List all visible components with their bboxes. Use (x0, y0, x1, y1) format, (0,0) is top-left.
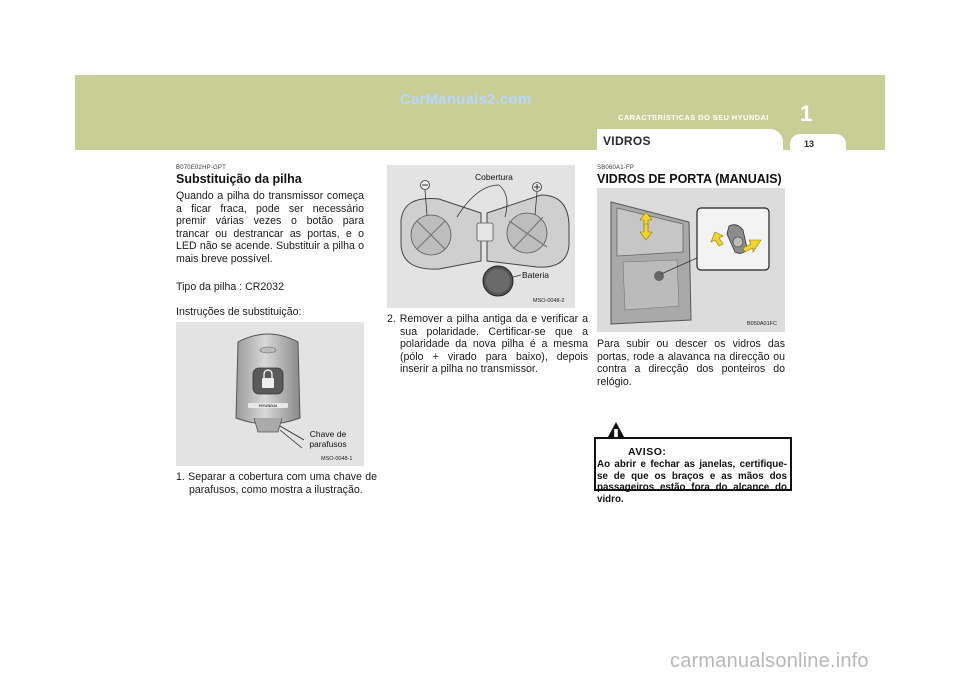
window-paragraph: Para subir ou descer os vidros das portas, rode a alavanca na direcção ou contra a direcção dos ponteiros do relógio. (597, 338, 785, 388)
screwdriver-callout: Chave de parafusos (309, 429, 347, 449)
figure-code: MSO-0048-1 (321, 456, 353, 462)
section-heading: Substituição da pilha (176, 172, 302, 186)
chapter-title: CARACTERÍSTICAS DO SEU HYUNDAI (618, 113, 769, 122)
warning-title: AVISO: (628, 446, 667, 458)
section-heading: VIDROS DE PORTA (MANUAIS) (597, 172, 782, 186)
battery-callout: Bateria (522, 270, 549, 280)
section-tab-label: VIDROS (603, 134, 651, 148)
figure-code: B050A01FC (747, 321, 777, 327)
site-logo[interactable]: CarManuals2.com (400, 91, 532, 108)
door-window-illustration (597, 188, 785, 332)
remote-brand-text: HYUNDAI (258, 403, 278, 409)
footer-watermark[interactable]: carmanualsonline.info (670, 650, 869, 672)
page-number-tab (790, 134, 846, 155)
chapter-number: 1 (800, 101, 813, 126)
step-1: 1. Separar a cobertura com uma chave de parafusos, como mostra a ilustração. (176, 471, 377, 496)
section-code: B070E02HP-GPT (176, 165, 226, 171)
intro-paragraph: Quando a pilha do transmissor começa a ficar fraca, pode ser necessário premir várias vezes o botão para trancar ou destrancar as portas, e o LED não se acende. Substituir a pilha o mais breve possível. (176, 190, 364, 265)
warning-body: Ao abrir e fechar as janelas, certifique-se de que os braços e as mãos dos passageiros estão fora do alcance do vidro. (597, 459, 787, 505)
battery-figure (387, 165, 575, 308)
cover-callout: Cobertura (475, 172, 513, 182)
step-2: 2. Remover a pilha antiga da e verificar a sua polaridade. Certificar-se que a polaridade da nova pilha é a mesma (pólo + virado para baixo), depois inserir a pilha no transmissor. (387, 313, 588, 376)
battery-illustration (387, 165, 575, 308)
battery-type: Tipo da pilha : CR2032 (176, 281, 284, 293)
page-number: 13 (804, 139, 815, 149)
door-window-figure (597, 188, 785, 332)
instructions-label: Instruções de substituição: (176, 306, 302, 318)
figure-code: MSO-0048-2 (533, 298, 565, 304)
remote-key-figure (176, 322, 364, 466)
section-tab (597, 129, 783, 155)
section-code: SB060A1-FP (597, 165, 635, 171)
